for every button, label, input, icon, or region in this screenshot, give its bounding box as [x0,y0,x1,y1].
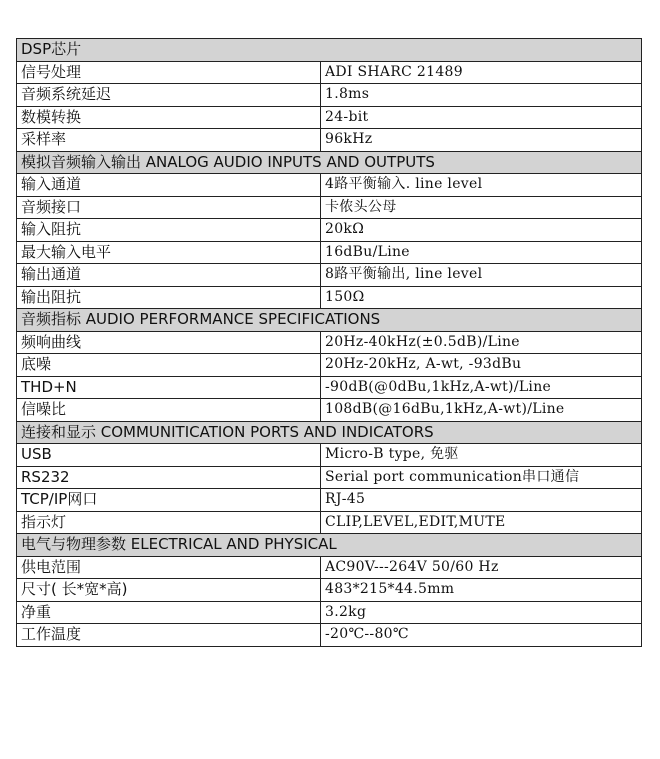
section-title: 音频指标 AUDIO PERFORMANCE SPECIFICATIONS [17,309,642,332]
spec-value: 20Hz-40kHz(±0.5dB)/Line [321,331,642,354]
section-header-ports-indicators [17,421,642,444]
spec-value: ADI SHARC 21489 [321,61,642,84]
section-header-audio-performance [17,309,642,332]
spec-value: 108dB(@16dBu,1kHz,A-wt)/Line [321,399,642,422]
spec-label: 输入阻抗 [17,219,321,242]
table-row [17,61,642,84]
spec-label: 采样率 [17,129,321,152]
section-title: 模拟音频输入输出 ANALOG AUDIO INPUTS AND OUTPUTS [17,151,642,174]
spec-value: 16dBu/Line [321,241,642,264]
spec-value: 24-bit [321,106,642,129]
table-row [17,556,642,579]
spec-label: 输出阻抗 [17,286,321,309]
table-row [17,219,642,242]
table-row [17,444,642,467]
section-title: DSP芯片 [17,39,642,62]
table-row [17,106,642,129]
spec-label: 指示灯 [17,511,321,534]
table-row [17,241,642,264]
spec-value: AC90V---264V 50/60 Hz [321,556,642,579]
table-row [17,286,642,309]
spec-label: THD+N [17,376,321,399]
table-row [17,624,642,647]
table-row [17,579,642,602]
spec-label: 信噪比 [17,399,321,422]
spec-label: USB [17,444,321,467]
table-row [17,264,642,287]
spec-label: TCP/IP网口 [17,489,321,512]
section-title: 连接和显示 COMMUNITICATION PORTS AND INDICATORS [17,421,642,444]
section-header-electrical-physical [17,534,642,557]
table-row [17,466,642,489]
table-row [17,331,642,354]
spec-label: 音频系统延迟 [17,84,321,107]
spec-label: 尺寸( 长*宽*高) [17,579,321,602]
spec-label: 音频接口 [17,196,321,219]
table-row [17,601,642,624]
spec-label: RS232 [17,466,321,489]
spec-label: 底噪 [17,354,321,377]
table-row [17,489,642,512]
table-row [17,84,642,107]
spec-label: 频响曲线 [17,331,321,354]
spec-value: -90dB(@0dBu,1kHz,A-wt)/Line [321,376,642,399]
spec-value: Micro-B type, 免驱 [321,444,642,467]
spec-label: 供电范围 [17,556,321,579]
spec-value: 卡侬头公母 [321,196,642,219]
table-row [17,196,642,219]
spec-value: 96kHz [321,129,642,152]
spec-value: 3.2kg [321,601,642,624]
table-row [17,399,642,422]
spec-value: 8路平衡输出, line level [321,264,642,287]
spec-label: 最大输入电平 [17,241,321,264]
spec-value: 150Ω [321,286,642,309]
spec-table-body [17,39,642,647]
spec-value: 1.8ms [321,84,642,107]
table-row [17,174,642,197]
table-row [17,376,642,399]
spec-label: 工作温度 [17,624,321,647]
spec-value: 4路平衡输入. line level [321,174,642,197]
spec-label: 输出通道 [17,264,321,287]
section-header-analog-audio [17,151,642,174]
spec-value: Serial port communication串口通信 [321,466,642,489]
spec-value: 483*215*44.5mm [321,579,642,602]
spec-value: RJ-45 [321,489,642,512]
spec-value: -20℃--80℃ [321,624,642,647]
table-row [17,354,642,377]
spec-label: 信号处理 [17,61,321,84]
spec-value: 20Hz-20kHz, A-wt, -93dBu [321,354,642,377]
spec-value: 20kΩ [321,219,642,242]
spec-label: 输入通道 [17,174,321,197]
table-row [17,511,642,534]
spec-table [16,38,642,647]
spec-label: 数模转换 [17,106,321,129]
spec-label: 净重 [17,601,321,624]
table-row [17,129,642,152]
section-header-dsp [17,39,642,62]
section-title: 电气与物理参数 ELECTRICAL AND PHYSICAL [17,534,642,557]
spec-value: CLIP,LEVEL,EDIT,MUTE [321,511,642,534]
